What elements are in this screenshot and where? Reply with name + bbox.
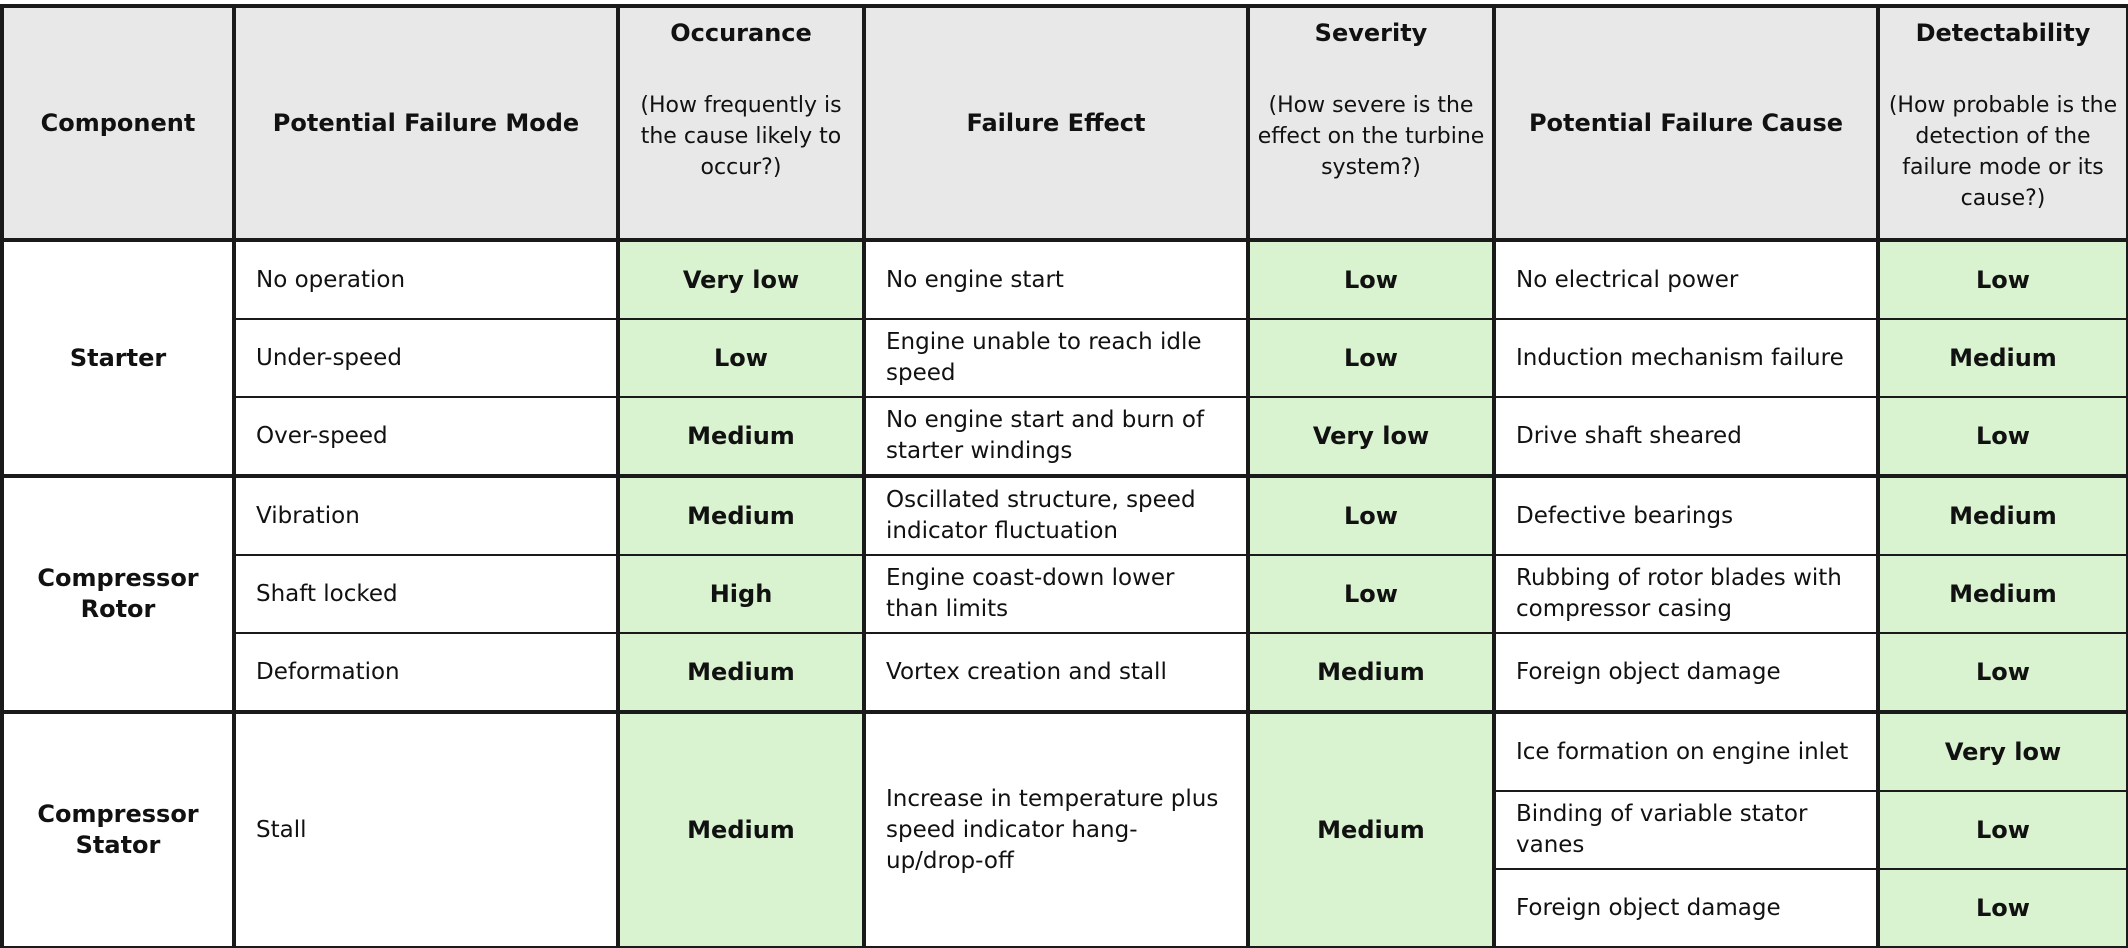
- failure-mode-cell: Deformation: [234, 633, 618, 712]
- failure-effect-cell: Vortex creation and stall: [864, 633, 1248, 712]
- failure-mode-cell: Stall: [234, 712, 618, 947]
- detectability-rating: Very low: [1878, 712, 2128, 791]
- component-cell: Compressor Rotor: [2, 476, 234, 712]
- table-row: [2, 555, 2128, 633]
- failure-effect-cell: Oscillated structure, speed indicator fluctuation: [864, 476, 1248, 555]
- header-failure-mode: Potential Failure Mode: [234, 6, 618, 240]
- failure-cause-cell: No electrical power: [1494, 240, 1878, 319]
- header-detectability: [1878, 6, 2128, 240]
- detectability-rating: Medium: [1878, 555, 2128, 633]
- severity-rating: Very low: [1248, 397, 1494, 476]
- table-row: [2, 397, 2128, 476]
- header-component: Component: [2, 6, 234, 240]
- header-severity-title: Severity: [1314, 19, 1428, 47]
- occurrence-rating: Low: [618, 319, 864, 397]
- fmea-table: [0, 4, 2128, 948]
- occurrence-rating: High: [618, 555, 864, 633]
- table-row: [2, 633, 2128, 712]
- header-occurrence-subtitle: (How frequently is the cause likely to occur?): [640, 93, 842, 180]
- failure-effect-cell: No engine start: [864, 240, 1248, 319]
- component-cell: Compressor Stator: [2, 712, 234, 947]
- severity-rating: Medium: [1248, 712, 1494, 947]
- table-row: [2, 476, 2128, 555]
- failure-cause-cell: Binding of variable stator vanes: [1494, 791, 1878, 869]
- occurrence-rating: Medium: [618, 633, 864, 712]
- header-severity: [1248, 6, 1494, 240]
- failure-effect-cell: Increase in temperature plus speed indicator hang-up/drop-off: [864, 712, 1248, 947]
- failure-cause-cell: Foreign object damage: [1494, 633, 1878, 712]
- detectability-rating: Low: [1878, 240, 2128, 319]
- detectability-rating: Low: [1878, 869, 2128, 947]
- failure-cause-cell: Rubbing of rotor blades with compressor casing: [1494, 555, 1878, 633]
- failure-mode-cell: Shaft locked: [234, 555, 618, 633]
- failure-effect-cell: No engine start and burn of starter windings: [864, 397, 1248, 476]
- failure-mode-cell: Vibration: [234, 476, 618, 555]
- occurrence-rating: Medium: [618, 397, 864, 476]
- failure-cause-cell: Defective bearings: [1494, 476, 1878, 555]
- failure-mode-cell: Under-speed: [234, 319, 618, 397]
- detectability-rating: Medium: [1878, 319, 2128, 397]
- failure-cause-cell: Foreign object damage: [1494, 869, 1878, 947]
- failure-mode-cell: No operation: [234, 240, 618, 319]
- failure-mode-cell: Over-speed: [234, 397, 618, 476]
- occurrence-rating: Very low: [618, 240, 864, 319]
- detectability-rating: Low: [1878, 633, 2128, 712]
- table-header: [2, 6, 2128, 240]
- occurrence-rating: Medium: [618, 712, 864, 947]
- header-failure-effect: Failure Effect: [864, 6, 1248, 240]
- failure-effect-cell: Engine coast-down lower than limits: [864, 555, 1248, 633]
- header-detectability-title: Detectability: [1915, 19, 2091, 47]
- component-cell: Starter: [2, 240, 234, 476]
- severity-rating: Low: [1248, 476, 1494, 555]
- table-body: [2, 240, 2128, 947]
- occurrence-rating: Medium: [618, 476, 864, 555]
- header-occurrence-title: Occurance: [670, 19, 812, 47]
- header-detectability-subtitle: (How probable is the detection of the failure mode or its cause?): [1888, 93, 2118, 211]
- severity-rating: Low: [1248, 319, 1494, 397]
- detectability-rating: Low: [1878, 791, 2128, 869]
- table-row: [2, 712, 2128, 791]
- severity-rating: Medium: [1248, 633, 1494, 712]
- detectability-rating: Medium: [1878, 476, 2128, 555]
- severity-rating: Low: [1248, 555, 1494, 633]
- detectability-rating: Low: [1878, 397, 2128, 476]
- failure-cause-cell: Induction mechanism failure: [1494, 319, 1878, 397]
- table-row: [2, 240, 2128, 319]
- failure-effect-cell: Engine unable to reach idle speed: [864, 319, 1248, 397]
- table-row: [2, 319, 2128, 397]
- failure-cause-cell: Drive shaft sheared: [1494, 397, 1878, 476]
- failure-cause-cell: Ice formation on engine inlet: [1494, 712, 1878, 791]
- header-occurrence: [618, 6, 864, 240]
- header-severity-subtitle: (How severe is the effect on the turbine system?): [1257, 93, 1485, 180]
- severity-rating: Low: [1248, 240, 1494, 319]
- header-row: [2, 6, 2128, 240]
- header-failure-cause: Potential Failure Cause: [1494, 6, 1878, 240]
